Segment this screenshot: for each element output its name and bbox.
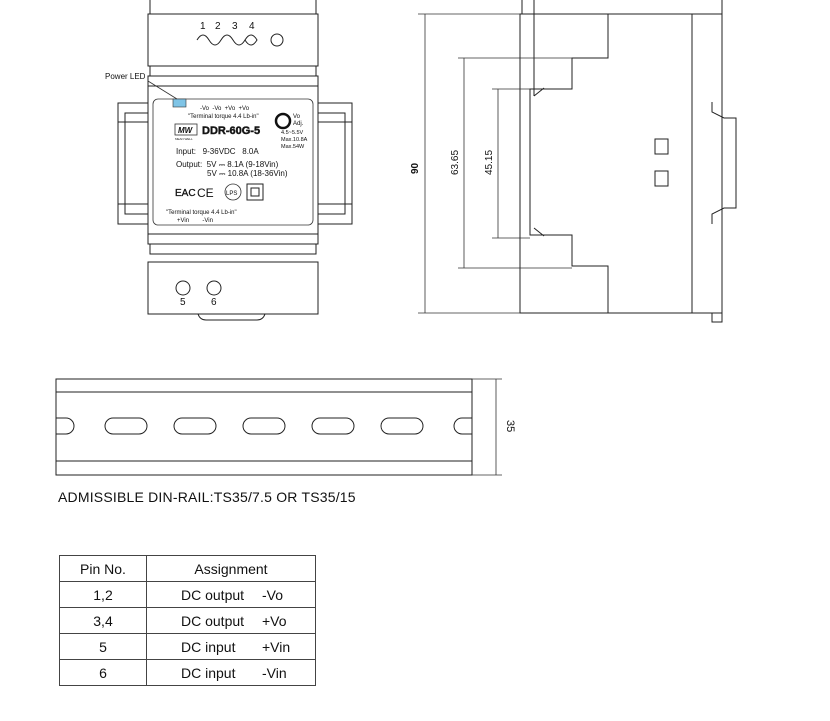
function-text: DC output <box>181 612 245 629</box>
table-row <box>60 634 316 660</box>
output-spec-2: 5V ⎓ 10.8A (18-36Vin) <box>207 169 288 178</box>
brand-small: MEAN WELL <box>175 137 193 141</box>
pin-label-5: 5 <box>180 297 186 308</box>
dim-45-15: 45.15 <box>484 149 495 175</box>
top-terminal-labels: -Vo -Vo +Vo +Vo <box>200 106 250 112</box>
bottom-torque-note: "Terminal torque 4.4 Lb-in" <box>166 210 237 216</box>
signal-text: -Vin <box>262 664 287 681</box>
table-row <box>60 660 316 686</box>
power-led <box>173 99 186 107</box>
rail-slot <box>312 418 354 434</box>
pin-label-4: 4 <box>249 21 255 32</box>
rail-slot <box>105 418 147 434</box>
rail-slot <box>381 418 423 434</box>
vo-adj-potentiometer <box>276 114 290 128</box>
assignment-cell <box>147 634 316 660</box>
class-ii-mark-outer <box>247 184 263 200</box>
signal-text: +Vin <box>262 638 291 655</box>
signal-text: +Vo <box>262 612 287 629</box>
power-led-label: Power LED <box>105 72 146 81</box>
rail-slot-right-end <box>454 418 472 434</box>
pin-cell: 6 <box>60 660 147 686</box>
function-text: DC output <box>181 586 245 603</box>
side-view <box>410 0 736 322</box>
upper-terminal-block <box>148 0 318 86</box>
header-pin-no: Pin No. <box>60 556 147 582</box>
front-view <box>105 0 352 320</box>
input-spec: Input: 9-36VDC 8.0A <box>176 147 259 156</box>
pin-label-2: 2 <box>215 21 221 32</box>
assignment-cell <box>147 608 316 634</box>
table-header-row <box>60 556 316 582</box>
side-window-1 <box>655 139 668 154</box>
pin-label-3: 3 <box>232 21 238 32</box>
adj-max-power: Max.54W <box>281 144 305 150</box>
side-din-clip <box>712 102 736 224</box>
adj-max-current: Max.10.8A <box>281 137 308 143</box>
table-row <box>60 608 316 634</box>
side-dimensions <box>418 14 572 313</box>
pin-cell: 1,2 <box>60 582 147 608</box>
vo-label: Vo <box>293 114 301 120</box>
bottom-terminal-labels: +Vin -Vin <box>177 218 213 224</box>
ce-mark: CE <box>197 186 214 200</box>
adj-range: 4.5~5.5V <box>281 130 304 136</box>
din-rail-caption: ADMISSIBLE DIN-RAIL:TS35/7.5 OR TS35/15 <box>58 489 356 505</box>
top-torque-note: "Terminal torque 4.4 Lb-in" <box>188 114 259 120</box>
rail-slot <box>243 418 285 434</box>
output-spec-1: Output: 5V ⎓ 8.1A (9-18Vin) <box>176 160 279 169</box>
header-assignment: Assignment <box>147 556 316 582</box>
pin-label-6: 6 <box>211 297 217 308</box>
function-text: DC input <box>181 638 236 655</box>
assignment-cell <box>147 660 316 686</box>
table-row <box>60 582 316 608</box>
rail-slot-left-end <box>56 418 74 434</box>
lower-terminal-block <box>148 234 318 320</box>
signal-text: -Vo <box>262 586 284 603</box>
lps-mark: LPS <box>226 191 238 197</box>
assignment-cell <box>147 582 316 608</box>
pin-cell: 5 <box>60 634 147 660</box>
model-name: DDR-60G-5 <box>202 125 261 137</box>
rail-slot <box>174 418 216 434</box>
dim-overall-90: 90 <box>410 162 421 174</box>
din-rail-view <box>56 379 516 475</box>
pin-label-1: 1 <box>200 21 206 32</box>
class-ii-mark-inner <box>251 188 259 196</box>
function-text: DC input <box>181 664 236 681</box>
eac-mark: EAC <box>175 188 196 199</box>
side-window-2 <box>655 171 668 186</box>
pin-cell: 3,4 <box>60 608 147 634</box>
adj-label: Adj. <box>293 121 304 127</box>
dim-rail-35: 35 <box>504 420 516 433</box>
dim-63-65: 63.65 <box>450 149 461 175</box>
pin-assignment-table <box>59 555 316 686</box>
brand-mark: MW <box>178 126 193 135</box>
